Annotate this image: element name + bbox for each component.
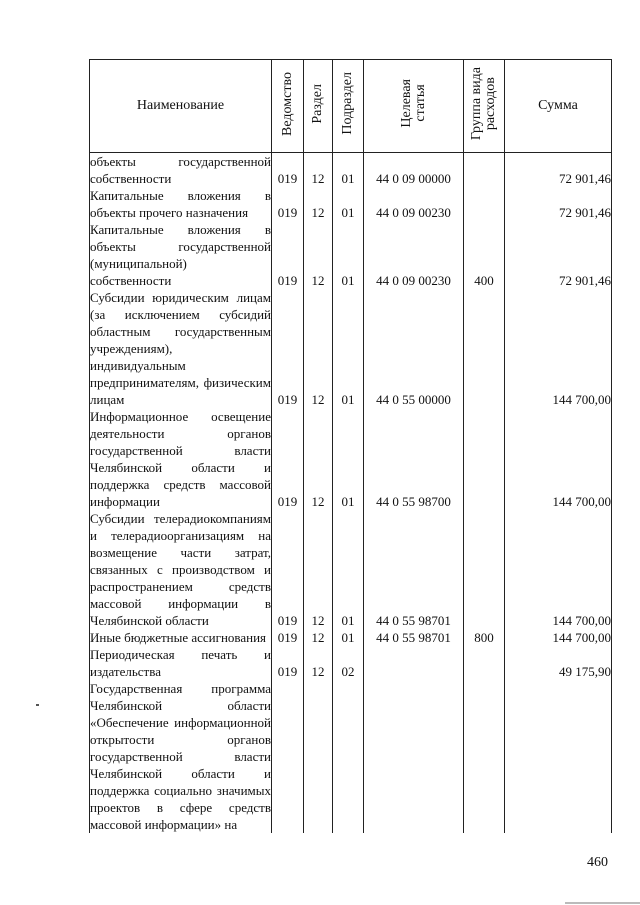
row-podrazdel	[333, 680, 364, 833]
table-row	[90, 680, 612, 833]
row-razdel: 12	[304, 629, 333, 646]
table-row	[90, 646, 612, 680]
row-razdel: 12	[304, 646, 333, 680]
row-razdel: 12	[304, 153, 333, 188]
row-gruppa	[464, 510, 505, 629]
table-row	[90, 221, 612, 289]
row-gruppa: 800	[464, 629, 505, 646]
row-summa	[505, 680, 612, 833]
row-tselevaya-statya: 44 0 55 98701	[364, 629, 464, 646]
row-gruppa	[464, 289, 505, 408]
row-summa: 144 700,00	[505, 629, 612, 646]
row-razdel: 12	[304, 187, 333, 221]
row-podrazdel: 01	[333, 510, 364, 629]
row-gruppa	[464, 646, 505, 680]
row-name: Информационное освещение деятельности органов государственной власти Челябинской области и поддержка средств массовой информации	[90, 409, 271, 509]
scan-edge-mark	[565, 902, 640, 904]
row-name: объекты государственной собственности	[90, 154, 271, 186]
row-vedomstvo: 019	[272, 510, 304, 629]
row-vedomstvo: 019	[272, 187, 304, 221]
row-tselevaya-statya: 44 0 55 00000	[364, 289, 464, 408]
scan-speck	[36, 704, 39, 706]
row-summa: 72 901,46	[505, 153, 612, 188]
header-vedomstvo: Ведомство	[272, 60, 304, 153]
row-tselevaya-statya: 44 0 55 98700	[364, 408, 464, 510]
row-summa: 49 175,90	[505, 646, 612, 680]
row-summa: 72 901,46	[505, 221, 612, 289]
row-name: Периодическая печать и издательства	[90, 647, 271, 679]
row-gruppa	[464, 408, 505, 510]
row-vedomstvo: 019	[272, 153, 304, 188]
header-tselevaya-statya: Целевая статья	[364, 60, 464, 153]
row-podrazdel: 01	[333, 289, 364, 408]
row-vedomstvo: 019	[272, 646, 304, 680]
row-podrazdel: 01	[333, 187, 364, 221]
table-row	[90, 510, 612, 629]
row-summa: 144 700,00	[505, 408, 612, 510]
row-gruppa	[464, 680, 505, 833]
page-number: 460	[587, 855, 608, 870]
row-podrazdel: 01	[333, 629, 364, 646]
table-row	[90, 153, 612, 188]
row-podrazdel: 01	[333, 221, 364, 289]
row-gruppa	[464, 187, 505, 221]
budget-table	[89, 59, 612, 833]
row-vedomstvo: 019	[272, 289, 304, 408]
row-tselevaya-statya: 44 0 09 00230	[364, 187, 464, 221]
row-summa: 72 901,46	[505, 187, 612, 221]
row-podrazdel: 02	[333, 646, 364, 680]
table-header-row	[90, 60, 612, 153]
row-razdel: 12	[304, 510, 333, 629]
row-summa: 144 700,00	[505, 289, 612, 408]
row-podrazdel: 01	[333, 153, 364, 188]
table-row	[90, 289, 612, 408]
header-name: Наименование	[90, 60, 272, 153]
row-name: Субсидии юридическим лицам (за исключением субсидий областным государственным учреждениям), индивидуальным предпринимателям, физическим лицам	[90, 290, 271, 407]
row-gruppa: 400	[464, 221, 505, 289]
row-vedomstvo: 019	[272, 408, 304, 510]
row-vedomstvo: 019	[272, 629, 304, 646]
row-tselevaya-statya	[364, 646, 464, 680]
header-gruppa-vida-raskhodov: Группа вида расходов	[464, 60, 505, 153]
row-name: Государственная программа Челябинской области «Обеспечение информационной открытости органов государственной власти Челябинской области и поддержка социально значимых проектов в сфере средств массовой информации» на	[90, 681, 271, 832]
row-razdel	[304, 680, 333, 833]
row-gruppa	[464, 153, 505, 188]
header-summa: Сумма	[505, 60, 612, 153]
row-name: Капитальные вложения в объекты прочего назначения	[90, 188, 271, 220]
row-summa: 144 700,00	[505, 510, 612, 629]
row-tselevaya-statya: 44 0 55 98701	[364, 510, 464, 629]
row-razdel: 12	[304, 289, 333, 408]
row-razdel: 12	[304, 408, 333, 510]
header-razdel: Раздел	[304, 60, 333, 153]
row-razdel: 12	[304, 221, 333, 289]
row-tselevaya-statya: 44 0 09 00000	[364, 153, 464, 188]
row-name: Капитальные вложения в объекты государственной (муниципальной) собственности	[90, 222, 271, 288]
row-tselevaya-statya	[364, 680, 464, 833]
row-podrazdel: 01	[333, 408, 364, 510]
table-row	[90, 629, 612, 646]
table-row	[90, 408, 612, 510]
row-vedomstvo	[272, 680, 304, 833]
row-name: Субсидии телерадиокомпаниям и телерадиоорганизациям на возмещение части затрат, связанных с производством и распространением средств массовой информации в Челябинской области	[90, 511, 271, 628]
row-name: Иные бюджетные ассигнования	[90, 629, 272, 646]
row-tselevaya-statya: 44 0 09 00230	[364, 221, 464, 289]
row-vedomstvo: 019	[272, 221, 304, 289]
table-row	[90, 187, 612, 221]
header-podrazdel: Подраздел	[333, 60, 364, 153]
